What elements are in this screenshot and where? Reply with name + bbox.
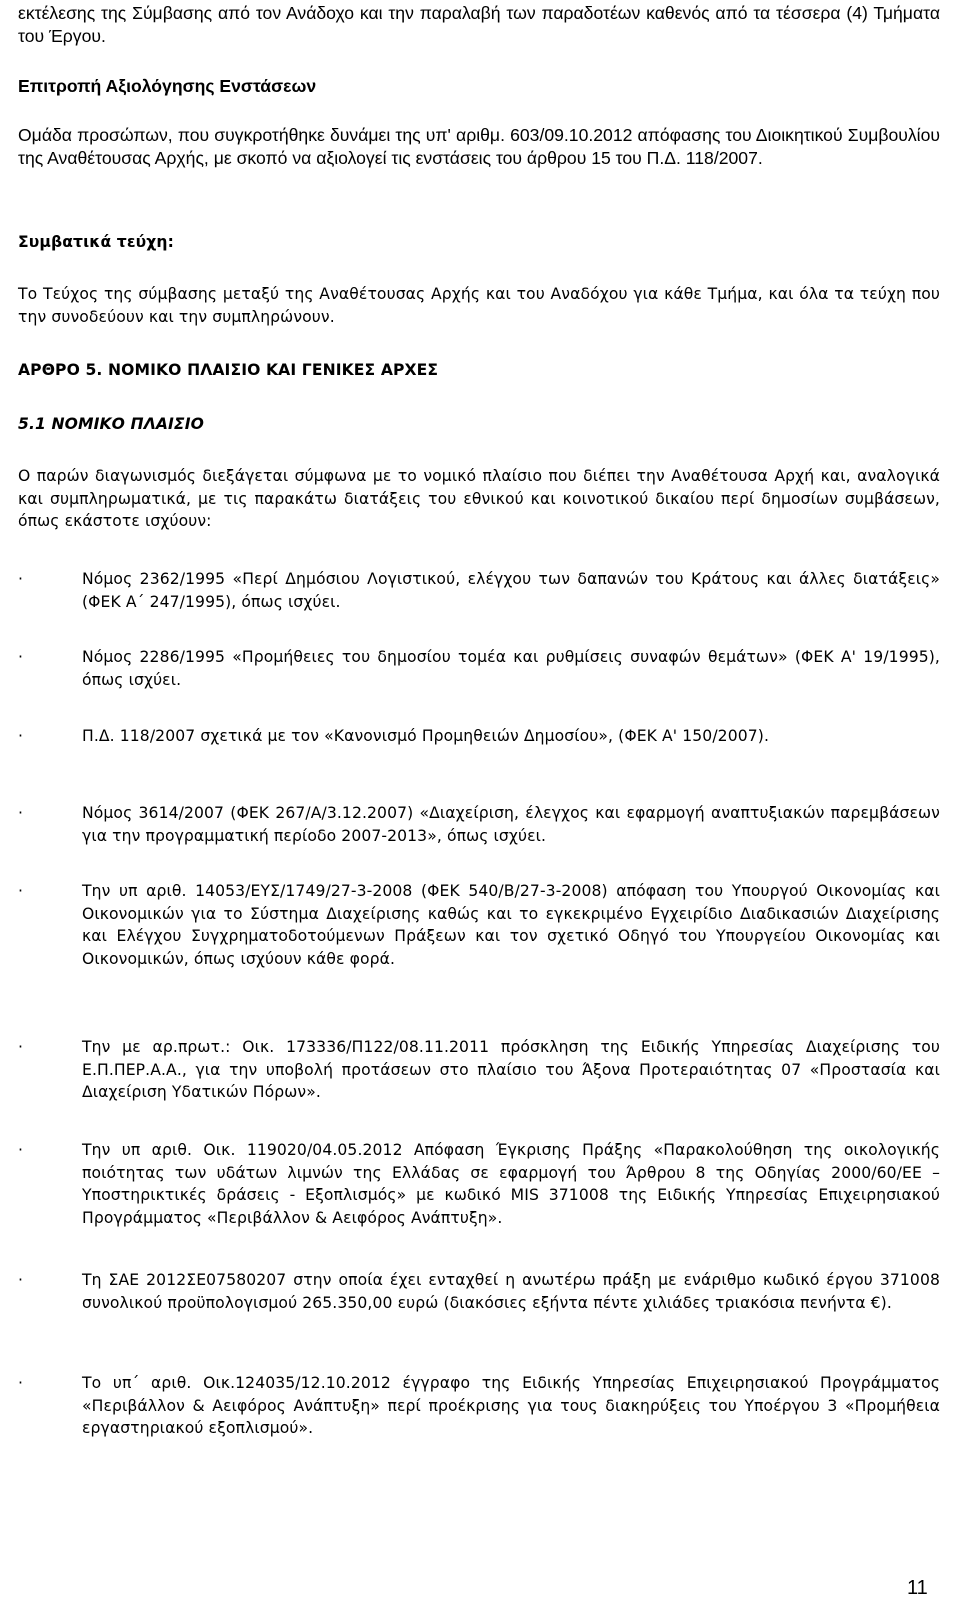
paragraph-contract-documents: Το Τεύχος της σύμβασης μεταξύ της Αναθέτουσας Αρχής και του Αναδόχου για κάθε Τμήμα, και όλα τα τεύχη που την συνοδεύουν και την συμπληρώνουν. xyxy=(18,285,940,326)
paragraph-section-intro: Ο παρών διαγωνισμός διεξάγεται σύμφωνα με το νομικό πλαίσιο που διέπει την Αναθέτουσα Αρχή και, αναλογικά και συμπληρωματικά, με τις παρακάτω διατάξεις του εθνικού και κοινοτικού δικαίου περί δημοσίων συμβάσεων, όπως εκάστοτε ισχύουν: xyxy=(18,467,940,530)
paragraph-top-continuation: εκτέλεσης της Σύμβασης από τον Ανάδοχο και την παραλαβή των παραδοτέων καθενός από τα τέσσερα (4) Τμήματα του Έργου. xyxy=(18,3,940,46)
heading-article-5: ΑΡΘΡΟ 5. ΝΟΜΙΚΟ ΠΛΑΙΣΙΟ ΚΑΙ ΓΕΝΙΚΕΣ ΑΡΧΕΣ xyxy=(18,361,439,379)
list-bullet: · xyxy=(18,882,23,900)
list-bullet: · xyxy=(18,804,23,822)
list-bullet: · xyxy=(18,1271,23,1289)
list-bullet: · xyxy=(18,1038,23,1056)
list-item: Την υπ αριθ. 14053/ΕΥΣ/1749/27-3-2008 (ΦΕΚ 540/Β/27-3-2008) απόφαση του Υπουργού Οικονομίας και Οικονομικών για το Σύστημα Διαχείρισης καθώς και το εγκεκριμένο Εγχειρίδιο Διαδικασιών Διαχείρισης και Ελέγχου Συγχρηματοδοτούμενων Πράξεων και τον σχετικό Οδηγό του Υπουργείου Οικονομίας και Οικονομικών, όπως ισχύουν κάθε φορά. xyxy=(82,882,940,968)
list-item: Το υπ΄ αριθ. Οικ.124035/12.10.2012 έγγραφο της Ειδικής Υπηρεσίας Επιχειρησιακού Προγράμματος «Περιβάλλον & Αειφόρος Ανάπτυξη» περί προέκρισης για τους διακηρύξεις του Υποέργου 3 «Προμήθεια εργαστηριακού εξοπλισμού». xyxy=(82,1374,940,1437)
heading-section-5-1: 5.1 ΝΟΜΙΚΟ ΠΛΑΙΣΙΟ xyxy=(18,415,204,433)
list-bullet: · xyxy=(18,570,23,588)
list-item: Νόμος 2286/1995 «Προμήθειες του δημοσίου τομέα και ρυθμίσεις συναφών θεμάτων» (ΦΕΚ Α' 19/1995), όπως ισχύει. xyxy=(82,648,940,689)
list-item: Την με αρ.πρωτ.: Οικ. 173336/Π122/08.11.2011 πρόσκληση της Ειδικής Υπηρεσίας Διαχείρισης του Ε.Π.ΠΕΡ.Α.Α., για την υποβολή προτάσεων στο πλαίσιο του Άξονα Προτεραιότητας 07 «Προστασία και Διαχείριση Υδατικών Πόρων». xyxy=(82,1038,940,1101)
list-item: Νόμος 2362/1995 «Περί Δημόσιου Λογιστικού, ελέγχου των δαπανών του Κράτους και άλλες διατάξεις» (ΦΕΚ Α΄ 247/1995), όπως ισχύει. xyxy=(82,570,940,611)
list-bullet: · xyxy=(18,727,23,745)
page-number: 11 xyxy=(907,1577,928,1599)
heading-committee: Επιτροπή Αξιολόγησης Ενστάσεων xyxy=(18,76,317,96)
list-item: Την υπ αριθ. Οικ. 119020/04.05.2012 Απόφαση Έγκρισης Πράξης «Παρακολούθηση της οικολογικής ποιότητας των υδάτων λιμνών της Ελλάδας σε εφαρμογή του Άρθρου 8 της Οδηγίας 2000/60/ΕΕ – Υποστηρικτικές δράσεις - Εξοπλισμός» με κωδικό MIS 371008 της Ειδικής Υπηρεσίας Επιχειρησιακού Προγράμματος «Περιβάλλον & Αειφόρος Ανάπτυξη». xyxy=(82,1141,940,1227)
list-bullet: · xyxy=(18,1141,23,1159)
list-item: Π.Δ. 118/2007 σχετικά με τον «Κανονισμό Προμηθειών Δημοσίου», (ΦΕΚ Α' 150/2007). xyxy=(82,727,769,745)
paragraph-committee: Ομάδα προσώπων, που συγκροτήθηκε δυνάμει της υπ' αριθμ. 603/09.10.2012 απόφασης του Διοικητικού Συμβουλίου της Αναθέτουσας Αρχής, με σκοπό να αξιολογεί τις ενστάσεις του άρθρου 15 του Π.Δ. 118/2007. xyxy=(18,125,940,168)
list-bullet: · xyxy=(18,1374,23,1392)
list-item: Νόμος 3614/2007 (ΦΕΚ 267/Α/3.12.2007) «Διαχείριση, έλεγχος και εφαρμογή αναπτυξιακών παρεμβάσεων για την προγραμματική περίοδο 2007-2013», όπως ισχύει. xyxy=(82,804,940,845)
heading-contract-documents: Συμβατικά τεύχη: xyxy=(18,233,174,251)
list-item: Τη ΣΑΕ 2012ΣΕ07580207 στην οποία έχει ενταχθεί η ανωτέρω πράξη με ενάριθμο κωδικό έργου 371008 συνολικού προϋπολογισμού 265.350,00 ευρώ (διακόσιες εξήντα πέντε χιλιάδες τριακόσια πενήντα €). xyxy=(82,1271,940,1312)
list-bullet: · xyxy=(18,648,23,666)
